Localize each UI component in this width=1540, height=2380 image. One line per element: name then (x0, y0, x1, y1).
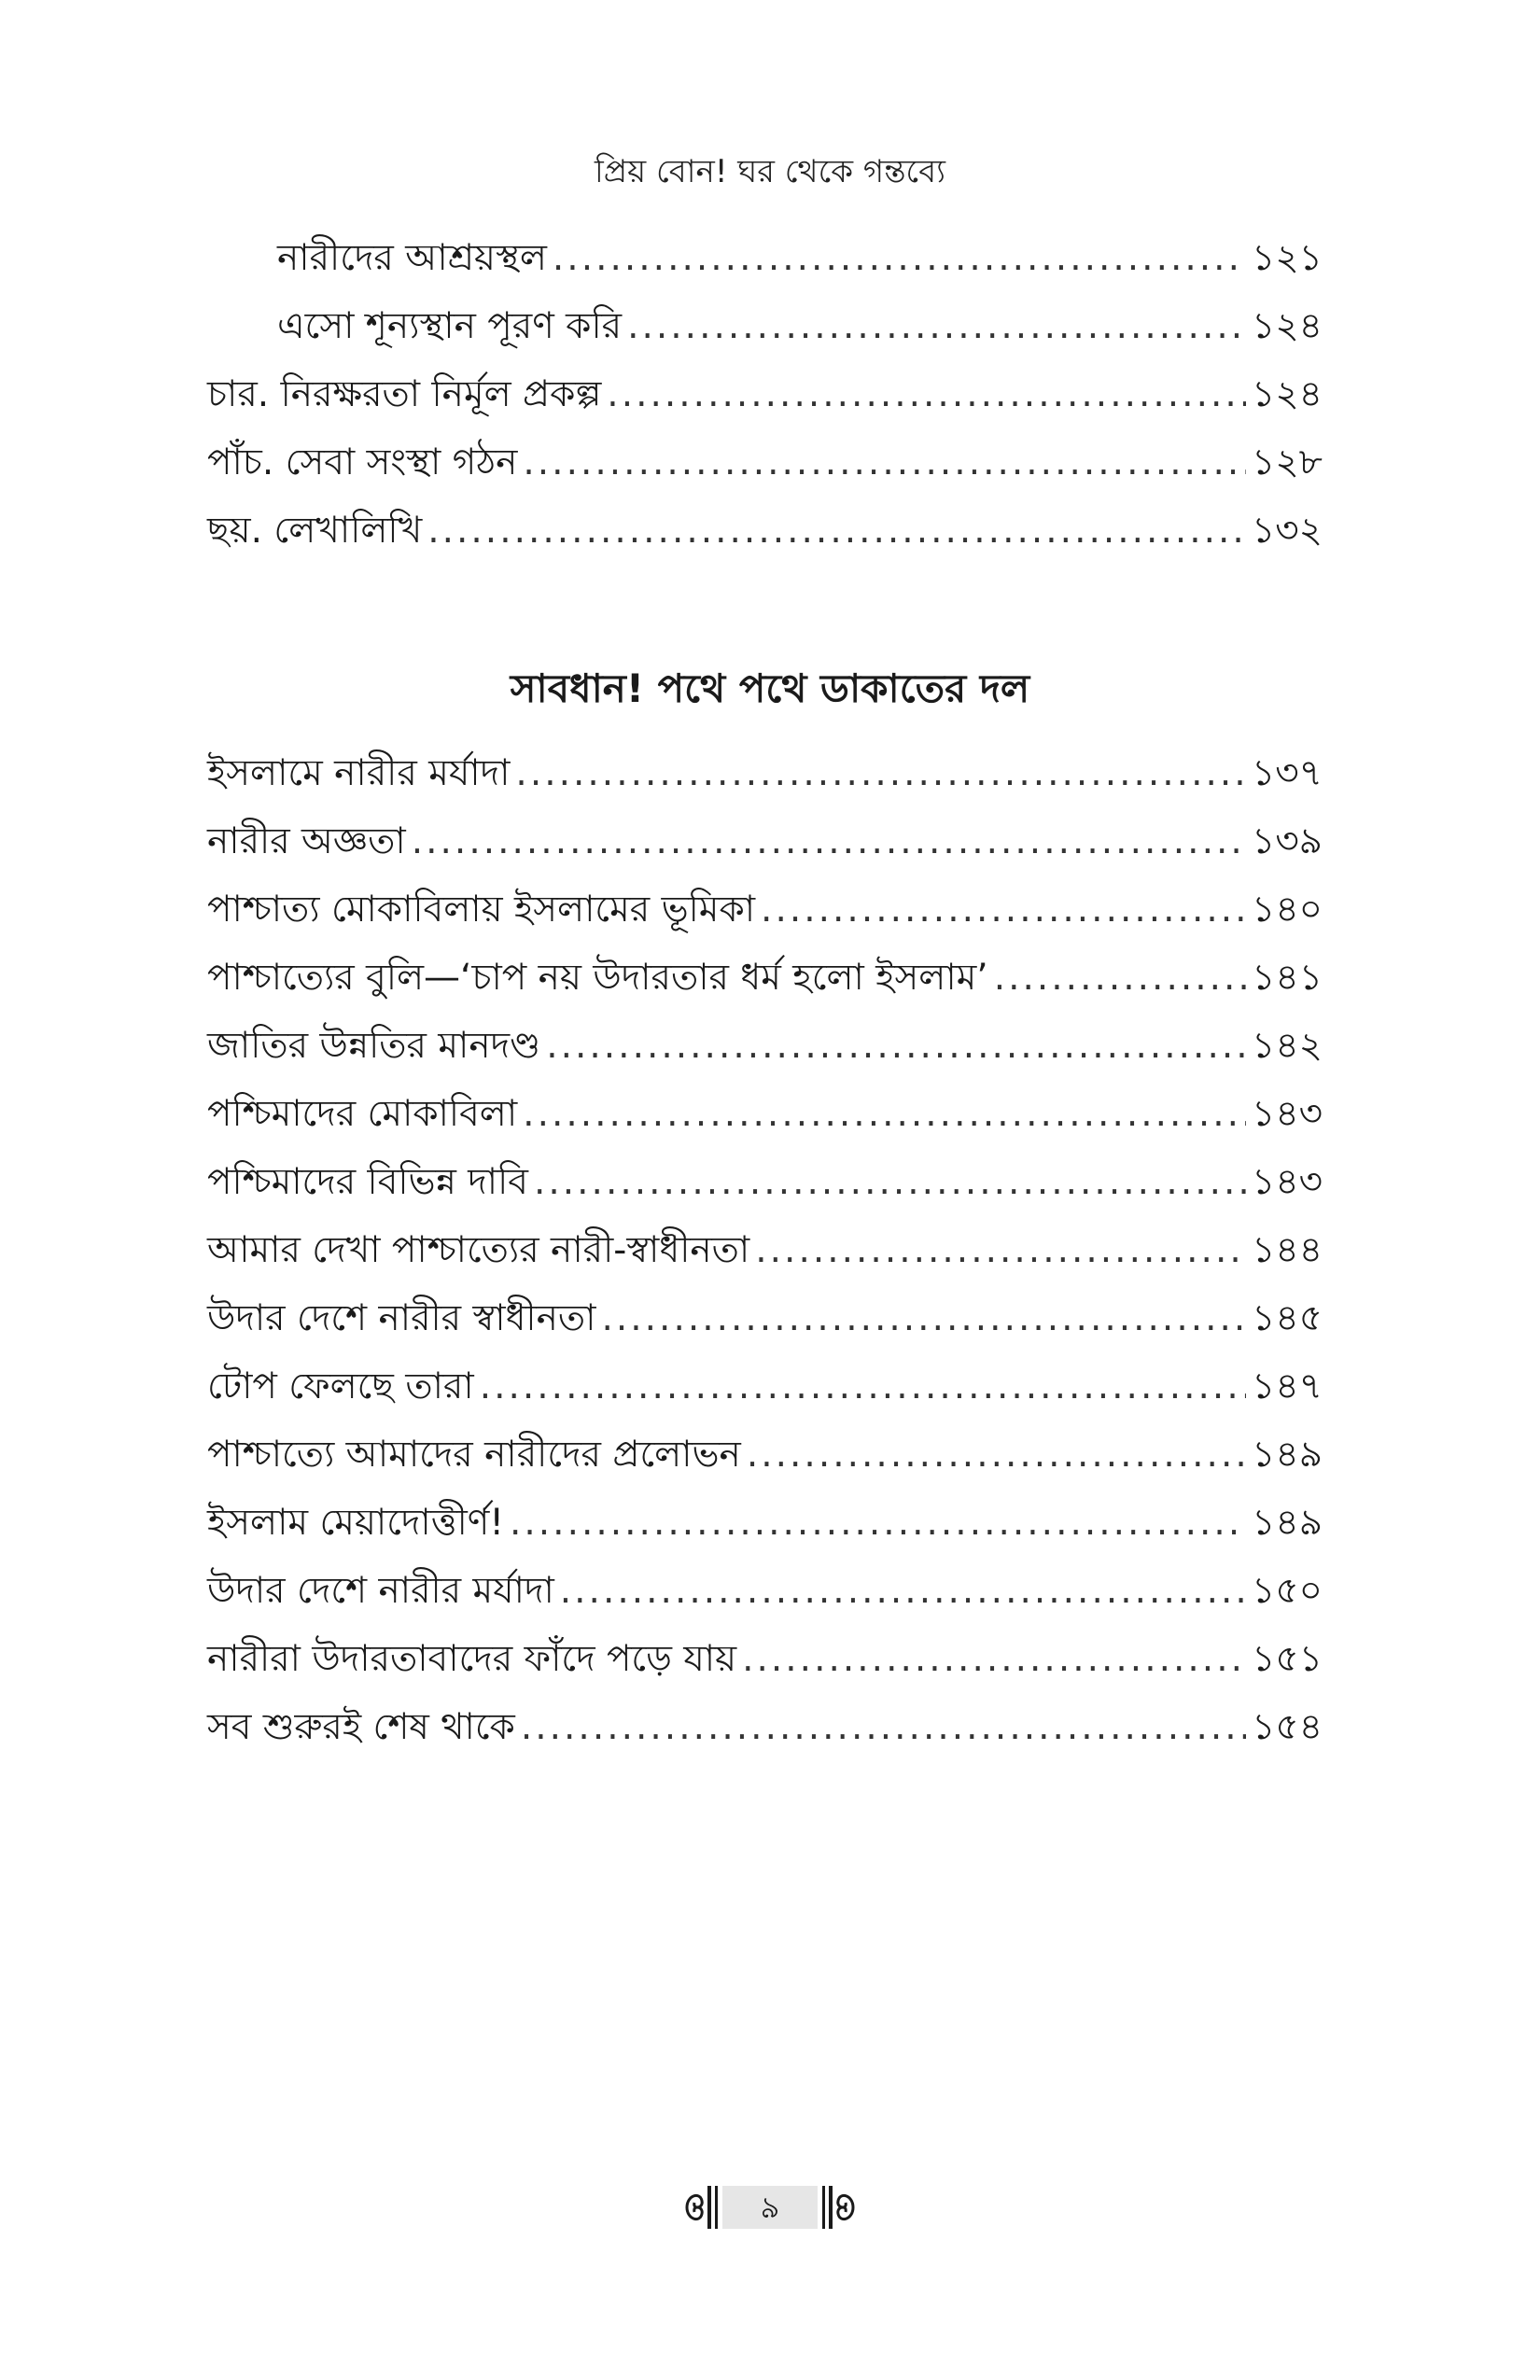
toc-dot-leader (412, 807, 1246, 875)
toc-dot-leader (761, 875, 1246, 944)
toc-entry-title: পাশ্চাত্য মোকাবিলায় ইসলামের ভূমিকা (207, 889, 756, 931)
toc-dot-leader (427, 497, 1246, 565)
toc-entry[interactable] (207, 292, 1323, 360)
left-ornament-icon (681, 2182, 722, 2233)
toc-entry-title: এসো শূন্যস্থান পূরণ করি (277, 305, 623, 347)
toc-entry-title: চার. নিরক্ষরতা নির্মূল প্রকল্প (207, 373, 602, 415)
toc-entry-title: পশ্চিমাদের বিভিন্ন দাবি (207, 1161, 528, 1203)
page-number: ৯ (722, 2186, 818, 2229)
toc-entry-title: পাশ্চাত্যে আমাদের নারীদের প্রলোভন (207, 1434, 741, 1476)
toc-entry-page: ১৫০ (1252, 1570, 1323, 1612)
toc-entry-page: ১৪৯ (1252, 1434, 1323, 1476)
toc-entry-page: ১৩২ (1251, 510, 1323, 552)
toc-entry-title: ছয়. লেখালিখি (207, 510, 423, 552)
toc-entry[interactable] (207, 1489, 1323, 1557)
toc-entry-page: ১২১ (1252, 237, 1323, 279)
toc-entry[interactable] (207, 1148, 1323, 1216)
folio-box (681, 2182, 859, 2233)
toc-dot-leader (601, 1284, 1246, 1352)
toc-entry[interactable] (207, 1557, 1323, 1625)
toc-entry-title: ইসলাম মেয়াদোত্তীর্ণ! (207, 1502, 504, 1544)
toc-dot-leader (742, 1625, 1246, 1693)
toc-entry-page: ১২৪ (1252, 373, 1323, 415)
toc-entry[interactable] (207, 739, 1323, 807)
toc-dot-leader (994, 944, 1246, 1012)
toc-dot-leader (534, 1148, 1246, 1216)
toc-entry-page: ১৪৭ (1252, 1365, 1323, 1407)
toc-dot-leader (607, 360, 1246, 428)
toc-list-part2 (207, 739, 1323, 1761)
toc-entry[interactable] (207, 224, 1323, 292)
toc-entry[interactable] (207, 1216, 1323, 1284)
toc-entry-title: ইসলামে নারীর মর্যাদা (207, 752, 511, 794)
section-heading: সাবধান! পথে পথে ডাকাতের দল (510, 665, 1030, 711)
running-head: প্রিয় বোন! ঘর থেকে গন্তব্যে (595, 153, 945, 190)
toc-dot-leader (747, 1421, 1246, 1489)
toc-dot-leader (521, 1693, 1246, 1761)
toc-entry-page: ১৪৩ (1252, 1093, 1323, 1135)
toc-entry-title: পশ্চিমাদের মোকাবিলা (207, 1093, 518, 1135)
toc-entry-page: ১৪২ (1252, 1025, 1323, 1067)
toc-list-part1 (207, 224, 1323, 565)
toc-dot-leader (560, 1557, 1246, 1625)
toc-entry[interactable] (207, 497, 1323, 565)
toc-entry-title: উদার দেশে নারীর স্বাধীনতা (207, 1297, 596, 1339)
toc-entry[interactable] (207, 360, 1323, 428)
toc-entry-title: পাঁচ. সেবা সংস্থা গঠন (207, 441, 518, 483)
toc-entry[interactable] (207, 1012, 1323, 1080)
toc-entry-page: ১২৪ (1252, 305, 1323, 347)
toc-dot-leader (523, 428, 1246, 497)
right-ornament-icon (818, 2182, 859, 2233)
toc-entry[interactable] (207, 1421, 1323, 1489)
toc-entry-page: ১৪৪ (1252, 1229, 1323, 1271)
toc-dot-leader (627, 292, 1246, 360)
toc-entry[interactable] (207, 428, 1323, 497)
toc-entry-title: নারীদের আশ্রয়স্থল (277, 237, 547, 279)
toc-entry[interactable] (207, 1625, 1323, 1693)
toc-entry[interactable] (207, 944, 1323, 1012)
toc-dot-leader (546, 1012, 1246, 1080)
toc-entry-title: জাতির উন্নতির মানদণ্ড (207, 1025, 541, 1067)
toc-entry-title: নারীরা উদারতাবাদের ফাঁদে পড়ে যায় (207, 1638, 737, 1680)
toc-entry-title: সব শুরুরই শেষ থাকে (207, 1706, 515, 1748)
toc-entry-page: ১৫৪ (1252, 1706, 1323, 1748)
toc-entry-page: ১৪৯ (1252, 1502, 1323, 1544)
toc-dot-leader (523, 1080, 1246, 1148)
toc-entry[interactable] (207, 1352, 1323, 1421)
toc-entry[interactable] (207, 875, 1323, 944)
toc-entry-page: ১৩৭ (1251, 752, 1323, 794)
toc-entry-page: ১৪১ (1252, 957, 1323, 999)
toc-entry-page: ১৪৫ (1252, 1297, 1323, 1339)
toc-entry-page: ১৫১ (1252, 1638, 1323, 1680)
toc-entry-page: ১৪০ (1252, 889, 1323, 931)
toc-dot-leader (553, 224, 1246, 292)
toc-dot-leader (755, 1216, 1246, 1284)
toc-entry[interactable] (207, 807, 1323, 875)
toc-entry[interactable] (207, 1284, 1323, 1352)
toc-entry-page: ১২৮ (1252, 441, 1323, 483)
toc-dot-leader (480, 1352, 1246, 1421)
toc-entry-title: পাশ্চাত্যের বুলি—‘চাপ নয় উদারতার ধর্ম হলো ইসলাম’ (207, 957, 988, 999)
page-number-footer (0, 2182, 1540, 2233)
toc-entry-title: নারীর অজ্ঞতা (207, 820, 406, 862)
toc-entry-title: টোপ ফেলছে তারা (207, 1365, 474, 1407)
toc-entry-page: ১৪৩ (1252, 1161, 1323, 1203)
toc-entry-page: ১৩৯ (1252, 820, 1323, 862)
toc-entry-title: উদার দেশে নারীর মর্যাদা (207, 1570, 554, 1612)
toc-entry-title: আমার দেখা পাশ্চাত্যের নারী-স্বাধীনতা (207, 1229, 750, 1271)
toc-entry[interactable] (207, 1693, 1323, 1761)
toc-dot-leader (510, 1489, 1246, 1557)
toc-entry[interactable] (207, 1080, 1323, 1148)
toc-dot-leader (515, 739, 1246, 807)
